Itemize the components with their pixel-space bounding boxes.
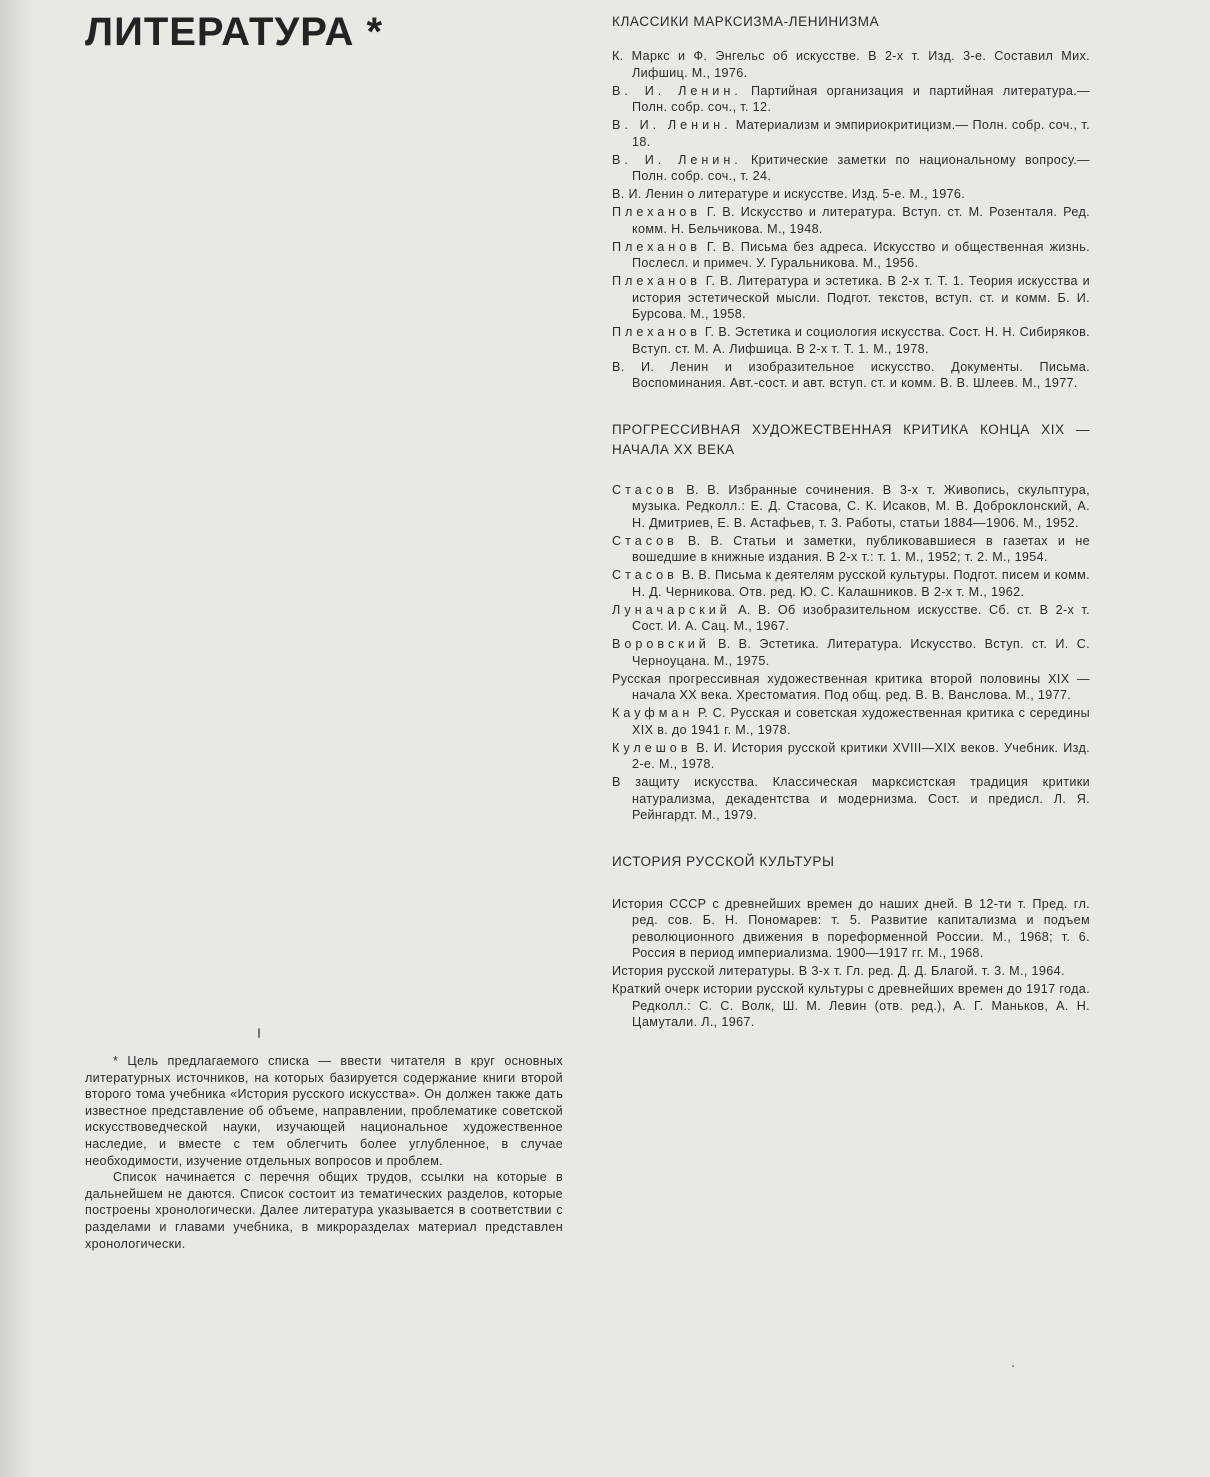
page-title: ЛИТЕРАТУРА * [85,10,384,54]
section-progressive-criticism [612,420,1090,824]
bibliography-entry: В. И. Ленин. Критические заметки по национальному вопросу.— Полн. собр. соч., т. 24. [612,152,1090,183]
bibliography-entry: Стасов В. В. Избранные сочинения. В 3-х т. Живопись, скульптура, музыка. Редколл.: Е. Д. Стасова, С. К. Исаков, М. В. Доброклонский, А. Н. Дмитриев, Е. В. Астафьев, т. 3. Работы, статьи 1884—1906. М., 1952. [612,482,1090,530]
bibliography-column [612,12,1090,1032]
bibliography-entry: Кауфман Р. С. Русская и советская художественная критика с середины XIX в. до 1941 г. М., 1978. [612,706,1090,737]
bibliography-entry: Плеханов Г. В. Искусство и литература. Вступ. ст. М. Розенталя. Ред. комм. Н. Бельчикова. М., 1948. [612,205,1090,236]
bibliography-entry: Луначарский А. В. Об изобразительном искусстве. Сб. ст. В 2-х т. Сост. И. А. Сац. М., 1967. [612,602,1090,633]
bibliography-entry: Плеханов Г. В. Литература и эстетика. В 2-х т. Т. 1. Теория искусства и история эстетической мысли. Подгот. текстов, вступ. ст. и комм. Б. И. Бурсова. М., 1958. [612,274,1090,321]
page-spine-shadow [0,0,34,1477]
bibliography-entry: Стасов В. В. Письма к деятелям русской культуры. Подгот. писем и комм. Н. Д. Черникова. Отв. ред. Ю. С. Калашников. В 2-х т. М., 1962. [612,568,1090,599]
section-classics [612,12,1090,392]
bibliography-entry: Воровский В. В. Эстетика. Литература. Искусство. Вступ. ст. И. С. Черноуцана. М., 1975. [612,637,1090,668]
bibliography-entry: В. И. Ленин. Материализм и эмпириокритицизм.— Полн. собр. соч., т. 18. [612,118,1090,149]
print-speck [1012,1365,1014,1367]
bibliography-entry: Плеханов Г. В. Эстетика и социология искусства. Сост. Н. Н. Сибиряков. Вступ. ст. М. А. Лифшица. В 2-х т. Т. 1. М., 1978. [612,325,1090,356]
footnote [85,1053,563,1252]
bibliography-entry: История русской литературы. В 3-х т. Гл. ред. Д. Д. Благой. т. 3. М., 1964. [612,964,1065,978]
footnote-paragraph: * Цель предлагаемого списка — ввести читателя в круг основных литературных источников, на которых базируется содержание книги второй второго тома учебника «История русского искусства». Он должен также дать известное представление об объеме, направлении, проблематике советской искусствоведческой науки, изучающей национальное художественное наследие, и вместе с тем облегчить более углубленное, в случае необходимости, изучение отдельных вопросов и проблем. [85,1054,563,1168]
bibliography-entry: В защиту искусства. Классическая марксистская традиция критики натурализма, декадентства и модернизма. Сост. и предисл. Л. Я. Рейнгардт. М., 1979. [612,775,1090,822]
section-heading: ИСТОРИЯ РУССКОЙ КУЛЬТУРЫ [612,853,835,869]
bibliography-entry: Краткий очерк истории русской культуры с древнейших времен до 1917 года. Редколл.: С. С. Волк, Ш. М. Левин (отв. ред.), А. Г. Маньков, А. Н. Цамутали. Л., 1967. [612,982,1090,1029]
bibliography-entry: В. И. Ленин о литературе и искусстве. Изд. 5-е. М., 1976. [612,187,966,201]
section-russian-culture-history [612,852,1090,1031]
footnote-paragraph: Список начинается с перечня общих трудов, ссылки на которые в дальнейшем не даются. Список состоит из тематических разделов, которые построены хронологически. Далее литература указывается в соответствии с разделами и главами учебника, в микроразделах материал представлен хронологически. [85,1170,563,1251]
print-speck [258,1028,260,1038]
bibliography-entry: Кулешов В. И. История русской критики XVIII—XIX веков. Учебник. Изд. 2-е. М., 1978. [612,740,1090,771]
bibliography-entry: В. И. Ленин. Партийная организация и партийная литература.— Полн. собр. соч., т. 12. [612,83,1090,114]
bibliography-entry: Русская прогрессивная художественная критика второй половины XIX — начала XX века. Хрестоматия. Под общ. ред. В. В. Ванслова. М., 1977. [612,671,1090,702]
section-heading: ПРОГРЕССИВНАЯ ХУДОЖЕСТВЕННАЯ КРИТИКА КОНЦА XIX — НАЧАЛА XX ВЕКА [612,421,1090,457]
bibliography-entry: К. Маркс и Ф. Энгельс об искусстве. В 2-х т. Изд. 3-е. Составил Мих. Лифшиц. М., 1976. [612,49,1090,80]
bibliography-entry: История СССР с древнейших времен до наших дней. В 12-ти т. Пред. гл. ред. сов. Б. Н. Пономарев: т. 5. Развитие капитализма и подъем революционного движения в пореформенной России. М., 1968; т. 6. Россия в период империализма. 1900—1917 гг. М., 1968. [612,896,1090,960]
bibliography-entry: Стасов В. В. Статьи и заметки, публиковавшиеся в газетах и не вошедшие в книжные издания. В 2-х т.: т. 1. М., 1952; т. 2. М., 1954. [612,533,1090,564]
section-heading: КЛАССИКИ МАРКСИЗМА-ЛЕНИНИЗМА [612,14,880,29]
bibliography-entry: Плеханов Г. В. Письма без адреса. Искусство и общественная жизнь. Послесл. и примеч. У. Гуральникова. М., 1956. [612,239,1090,270]
bibliography-entry: В. И. Ленин и изобразительное искусство. Документы. Письма. Воспоминания. Авт.-сост. и авт. вступ. ст. и комм. В. В. Шлеев. М., 1977. [612,359,1090,390]
